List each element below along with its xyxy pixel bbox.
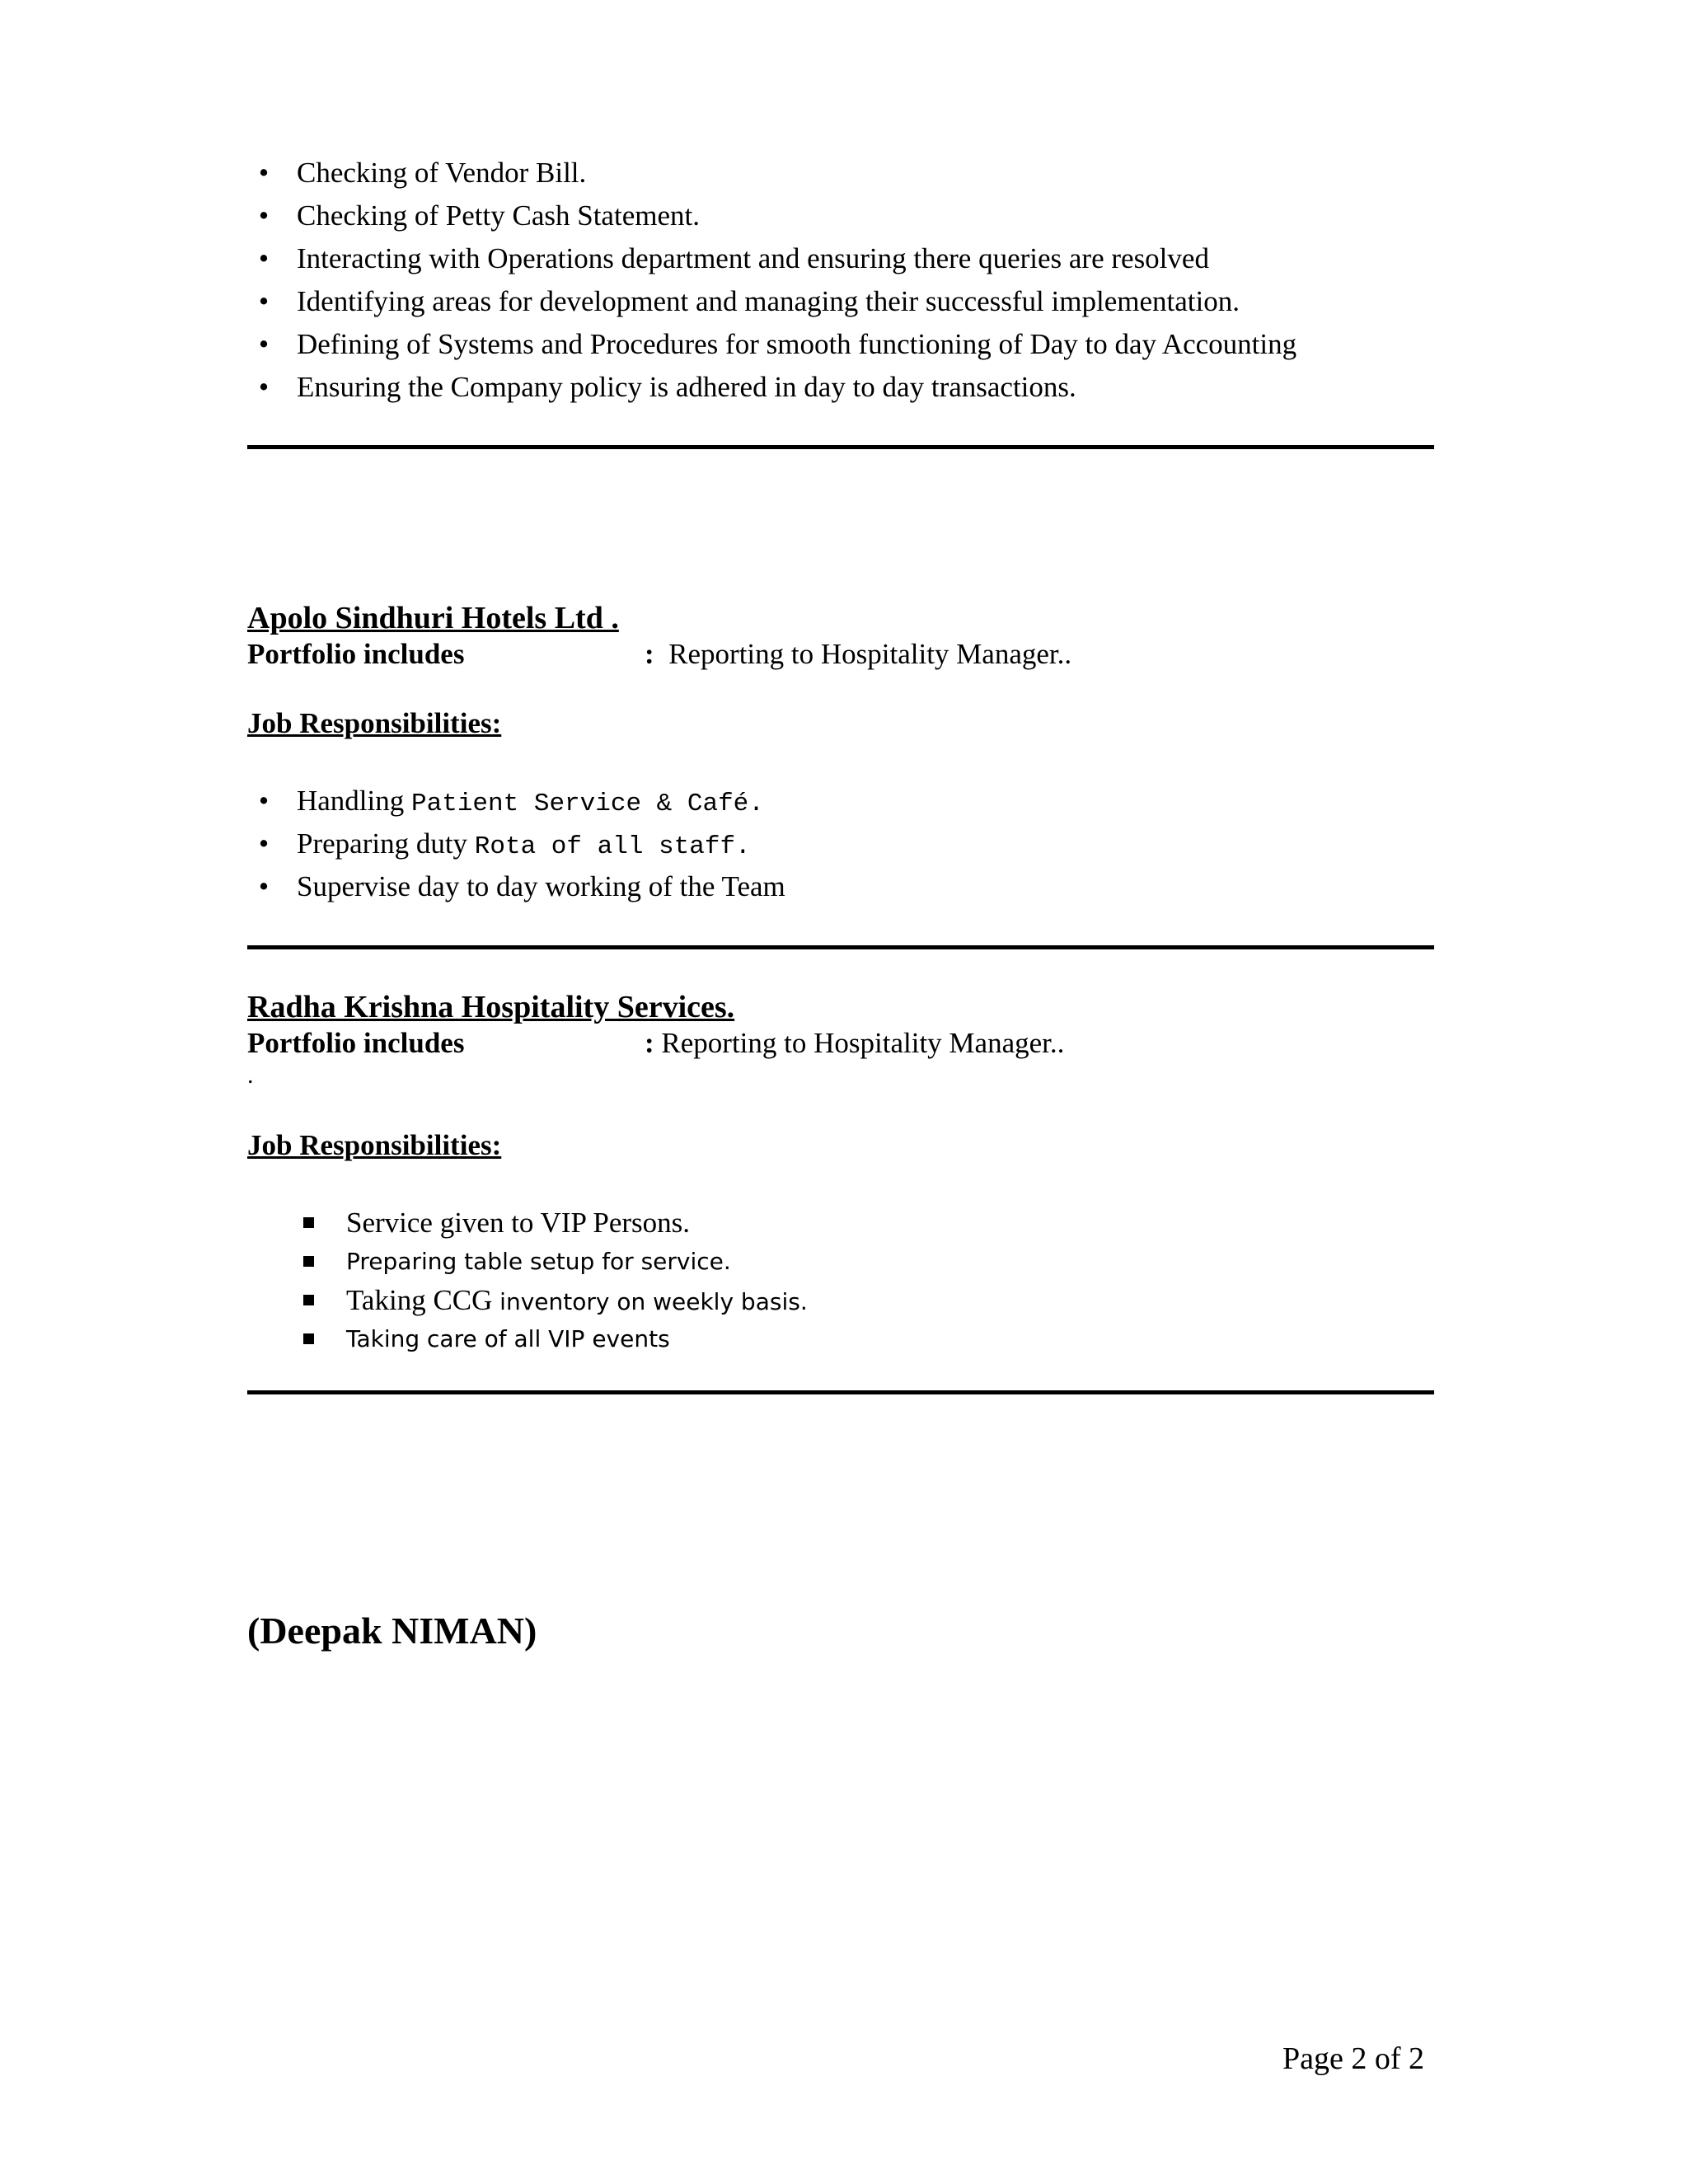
radha-responsibilities-list bbox=[346, 1203, 808, 1358]
list-item: • Interacting with Operations department and ensuring there queries are resolved bbox=[297, 237, 1296, 280]
portfolio-label: Portfolio includes bbox=[247, 1027, 465, 1059]
section-divider bbox=[247, 445, 1434, 449]
portfolio-label: Portfolio includes bbox=[247, 638, 465, 670]
duties-list bbox=[258, 152, 1297, 409]
list-item: Preparing table setup for service. bbox=[346, 1242, 808, 1281]
signature-name: (Deepak NIMAN) bbox=[247, 1610, 537, 1652]
bullet-icon: • bbox=[258, 242, 270, 274]
list-item: • Identifying areas for development and managing their successful implementation. bbox=[297, 280, 1296, 323]
square-bullet-icon bbox=[303, 1217, 314, 1228]
bullet-icon: • bbox=[258, 870, 270, 902]
section-divider bbox=[247, 1390, 1434, 1394]
company-name-apolo: Apolo Sindhuri Hotels Ltd . bbox=[247, 601, 619, 635]
list-item: • Checking of Petty Cash Statement. bbox=[297, 194, 1296, 237]
square-bullet-icon bbox=[303, 1333, 314, 1344]
bullet-icon: • bbox=[258, 827, 270, 860]
list-item: Taking care of all VIP events bbox=[346, 1319, 808, 1358]
list-item: • Preparing duty Rota of all staff. bbox=[297, 823, 785, 865]
bullet-icon: • bbox=[258, 285, 270, 317]
colon: : bbox=[645, 1027, 654, 1059]
bullet-icon: • bbox=[258, 371, 270, 403]
list-item: • Handling Patient Service & Café. bbox=[297, 780, 785, 823]
job-responsibilities-heading: Job Responsibilities: bbox=[247, 1129, 502, 1161]
bullet-icon: • bbox=[258, 157, 270, 189]
list-item: • Defining of Systems and Procedures for smooth functioning of Day to day Accounting bbox=[297, 323, 1296, 366]
portfolio-value: : Reporting to Hospitality Manager.. bbox=[645, 638, 1072, 670]
square-bullet-icon bbox=[303, 1295, 314, 1305]
list-item: • Supervise day to day working of the Team bbox=[297, 865, 785, 908]
square-bullet-icon bbox=[303, 1256, 314, 1267]
colon: : bbox=[645, 638, 654, 670]
apolo-responsibilities-list bbox=[258, 780, 785, 908]
list-item: • Ensuring the Company policy is adhered in day to day transactions. bbox=[297, 366, 1296, 409]
portfolio-value: : Reporting to Hospitality Manager.. bbox=[645, 1027, 1065, 1059]
job-responsibilities-heading: Job Responsibilities: bbox=[247, 707, 502, 739]
list-item: • Checking of Vendor Bill. bbox=[297, 152, 1296, 194]
company-name-radha: Radha Krishna Hospitality Services. bbox=[247, 990, 735, 1024]
bullet-icon: • bbox=[258, 328, 270, 360]
page-number: Page 2 of 2 bbox=[1282, 2041, 1425, 2076]
bullet-icon: • bbox=[258, 199, 270, 232]
section-divider bbox=[247, 945, 1434, 949]
list-item: Service given to VIP Persons. bbox=[346, 1203, 808, 1242]
list-item: Taking CCG inventory on weekly basis. bbox=[346, 1281, 808, 1319]
bullet-icon: • bbox=[258, 785, 270, 817]
stray-dot: . bbox=[247, 1062, 254, 1089]
